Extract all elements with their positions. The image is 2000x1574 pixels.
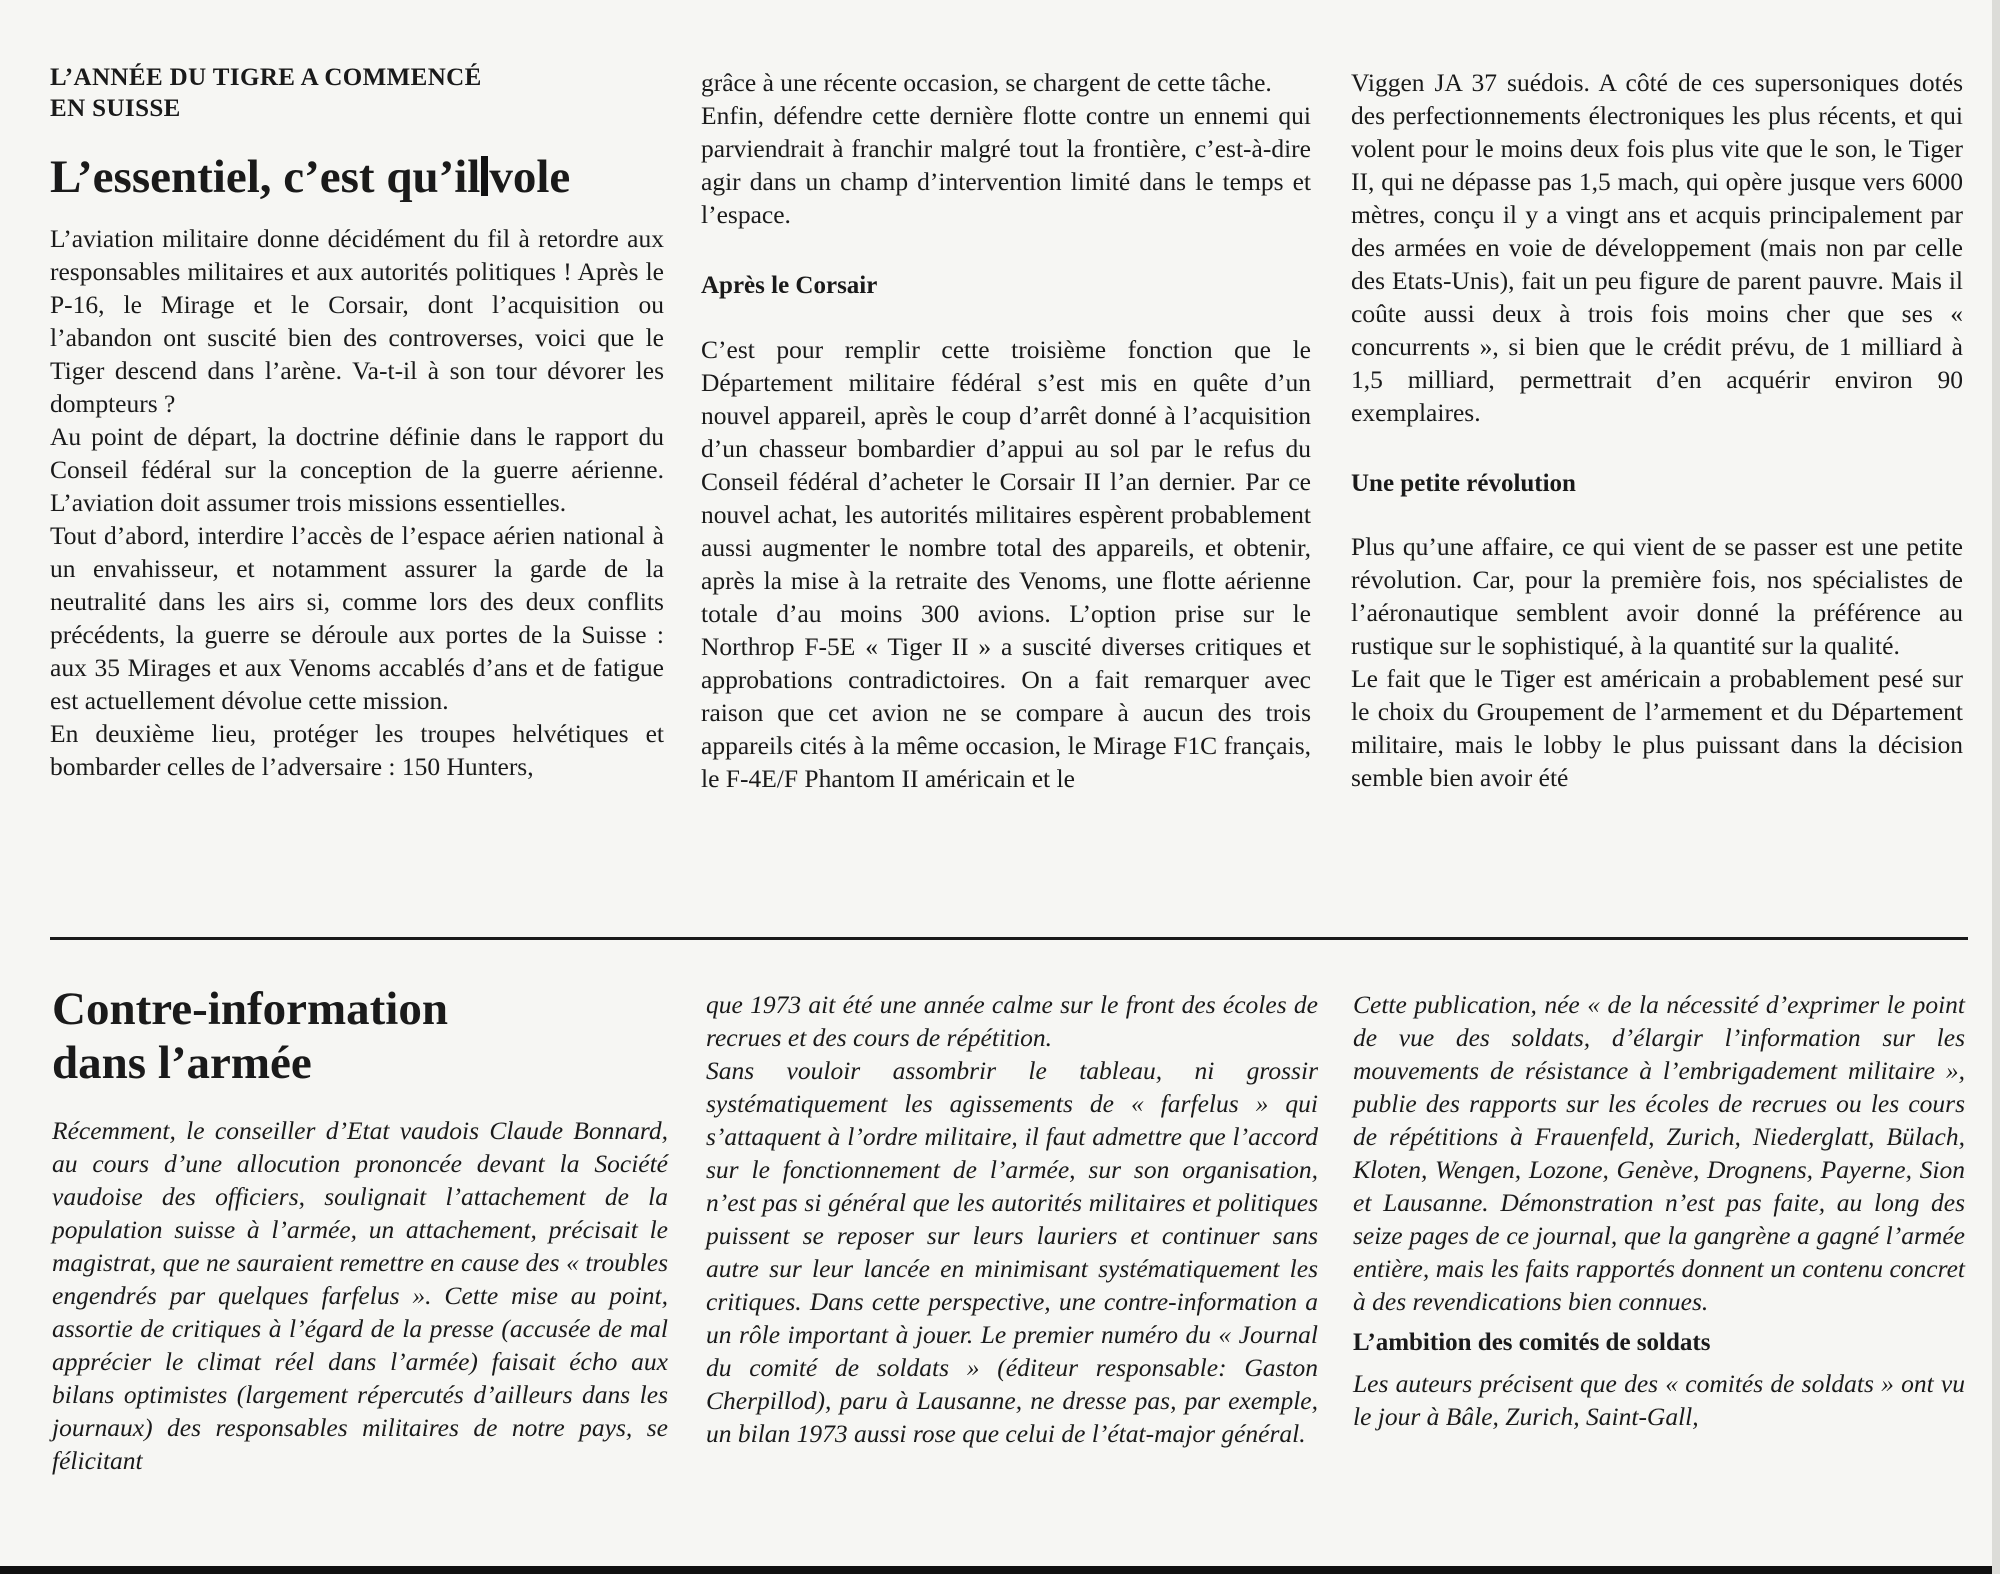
paragraph: Enfin, défendre cette dernière flotte contre un ennemi qui parviendrait à franchir malgré tout la frontière, c’est-à-dire agir dans un champ d’intervention limité dans le temps et l’espace. bbox=[701, 101, 1311, 229]
paragraph: Sans vouloir assombrir le tableau, ni grossir systématiquement les agissements de « farfelus » qui s’attaquent à l’ordre militaire, il faut admettre que l’accord sur le fonctionnement de l’armée, sur son organisation, n’est pas si général que les autorités militaires et politiques puissent se reposer sur leurs lauriers et continuer sans autre sur leur lancée en minimisant systématiquement les critiques. Dans cette perspective, une contre-information a un rôle important à jouer. Le premier numéro du « Journal du comité de soldats » (éditeur responsable: Gaston Cherpillod), paru à Lausanne, ne dresse pas, par exemple, un bilan 1973 aussi rose que celui de l’état-major général. bbox=[706, 1056, 1318, 1448]
kicker-line: EN SUISSE bbox=[50, 95, 181, 122]
paragraph: que 1973 ait été une année calme sur le front des écoles de recrues et des cours de répétition. bbox=[706, 990, 1318, 1052]
article1-column-3 bbox=[1351, 66, 1963, 794]
text-cursor bbox=[481, 156, 488, 196]
article2-headline bbox=[52, 982, 668, 1090]
page-right-edge bbox=[1992, 0, 2000, 1574]
article2-column-1 bbox=[52, 982, 668, 1477]
section-subhead: Après le Corsair bbox=[701, 272, 878, 299]
page-bottom-border bbox=[0, 1566, 2000, 1574]
article2-column-3 bbox=[1353, 988, 1965, 1433]
paragraph: Tout d’abord, interdire l’accès de l’espace aérien national à un envahisseur, et notamment assurer la garde de la neutralité dans les airs si, comme lors des deux conflits précédents, la guerre se déroule aux portes de la Suisse : aux 35 Mirages et aux Venoms accablés d’ans et de fatigue est actuellement dévolue cette mission. bbox=[50, 521, 664, 715]
paragraph: C’est pour remplir cette troisième fonction que le Département militaire fédéral s’est mis en quête d’un nouvel appareil, après le coup d’arrêt donné à l’acquisition d’un chasseur bombardier d’appui au sol par le refus du Conseil fédéral d’acheter le Corsair II l’an dernier. Par ce nouvel achat, les autorités militaires espèrent probablement aussi augmenter le nombre total des appareils, et obtenir, après la mise à la retraite des Venoms, une flotte aérienne totale d’au moins 300 avions. L’option prise sur le Northrop F-5E « Tiger II » a suscité diverses critiques et approbations contradictoires. On a fait remarquer avec raison que cet avion ne se compare à aucun des trois appareils cités à la même occasion, le Mirage F1C français, le F-4E/F Phantom II américain et le bbox=[701, 335, 1311, 793]
article1-headline bbox=[50, 150, 664, 204]
headline-line: dans l’armée bbox=[52, 1037, 312, 1089]
headline-line: Contre-information bbox=[52, 983, 448, 1035]
kicker-line: L’ANNÉE DU TIGRE A COMMENCÉ bbox=[50, 64, 482, 91]
paragraph: Le fait que le Tiger est américain a probablement pesé sur le choix du Groupement de l’armement et du Département militaire, mais le lobby le plus puissant dans la décision semble bien avoir été bbox=[1351, 664, 1963, 792]
paragraph: Les auteurs précisent que des « comités de soldats » ont vu le jour à Bâle, Zurich, Saint-Gall, bbox=[1353, 1369, 1965, 1431]
paragraph: Viggen JA 37 suédois. A côté de ces supersoniques dotés des perfectionnements électroniques les plus récents, et qui volent pour le moins deux fois plus vite que le son, le Tiger II, qui ne dépasse pas 1,5 mach, qui opère jusque vers 6000 mètres, conçu il y a vingt ans et acquis principalement par des armées en voie de développement (mais non par celle des Etats-Unis), fait un peu figure de parent pauvre. Mais il coûte aussi deux à trois fois moins cher que ses « concurrents », si bien que le crédit prévu, de 1 milliard à 1,5 milliard, permettrait d’en acquérir environ 90 exemplaires. bbox=[1351, 68, 1963, 427]
headline-part: L’essentiel, c’est qu’il bbox=[50, 151, 481, 203]
headline-part: vole bbox=[489, 151, 571, 203]
paragraph: Cette publication, née « de la nécessité d’exprimer le point de vue des soldats, d’élargir l’information sur les mouvements de résistance à l’embrigadement militaire », publie des rapports sur les écoles de recrues ou les cours de répétitions à Frauenfeld, Zurich, Niederglatt, Bülach, Kloten, Wengen, Lozone, Genève, Drognens, Payerne, Sion et Lausanne. Démonstration n’est pas faite, au long des seize pages de ce journal, que la gangrène a gagné l’armée entière, mais les faits rapportés donnent un contenu concret à des revendications bien connues. bbox=[1353, 990, 1965, 1316]
section-subhead: Une petite révolution bbox=[1351, 470, 1576, 497]
paragraph: Récemment, le conseiller d’Etat vaudois Claude Bonnard, au cours d’une allocution prononcée devant la Société vaudoise des officiers, soulignait l’attachement de la population suisse à l’armée, un attachement, précisait le magistrat, que ne sauraient remettre en cause des « troubles engendrés par quelques farfelus ». Cette mise au point, assortie de critiques à l’égard de la presse (accusée de mal apprécier le climat réel dans l’armée) faisait écho aux bilans optimistes (largement répercutés d’ailleurs dans les journaux) des responsables militaires de notre pays, se félicitant bbox=[52, 1116, 668, 1475]
paragraph: Au point de départ, la doctrine définie dans le rapport du Conseil fédéral sur la conception de la guerre aérienne. L’aviation doit assumer trois missions essentielles. bbox=[50, 422, 664, 517]
article2-column-2 bbox=[706, 988, 1318, 1450]
article1-column-2 bbox=[701, 66, 1311, 795]
paragraph: L’aviation militaire donne décidément du fil à retordre aux responsables militaires et aux autorités politiques ! Après le P-16, le Mirage et le Corsair, dont l’acquisition ou l’abandon ont suscité bien des controverses, voici que le Tiger descend dans l’arène. Va-t-il à son tour dévorer les dompteurs ? bbox=[50, 224, 664, 418]
paragraph: En deuxième lieu, protéger les troupes helvétiques et bombarder celles de l’adversaire : 150 Hunters, bbox=[50, 719, 664, 781]
article1-kicker bbox=[50, 62, 664, 124]
article1-column-1 bbox=[50, 62, 664, 783]
section-divider bbox=[50, 937, 1968, 940]
section-subhead: L’ambition des comités de soldats bbox=[1353, 1329, 1711, 1356]
paragraph: grâce à une récente occasion, se chargent de cette tâche. bbox=[701, 68, 1272, 97]
paragraph: Plus qu’une affaire, ce qui vient de se passer est une petite révolution. Car, pour la première fois, nos spécialistes de l’aéronautique semblent avoir donné la préférence au rustique sur le sophistiqué, à la quantité sur la qualité. bbox=[1351, 532, 1963, 660]
